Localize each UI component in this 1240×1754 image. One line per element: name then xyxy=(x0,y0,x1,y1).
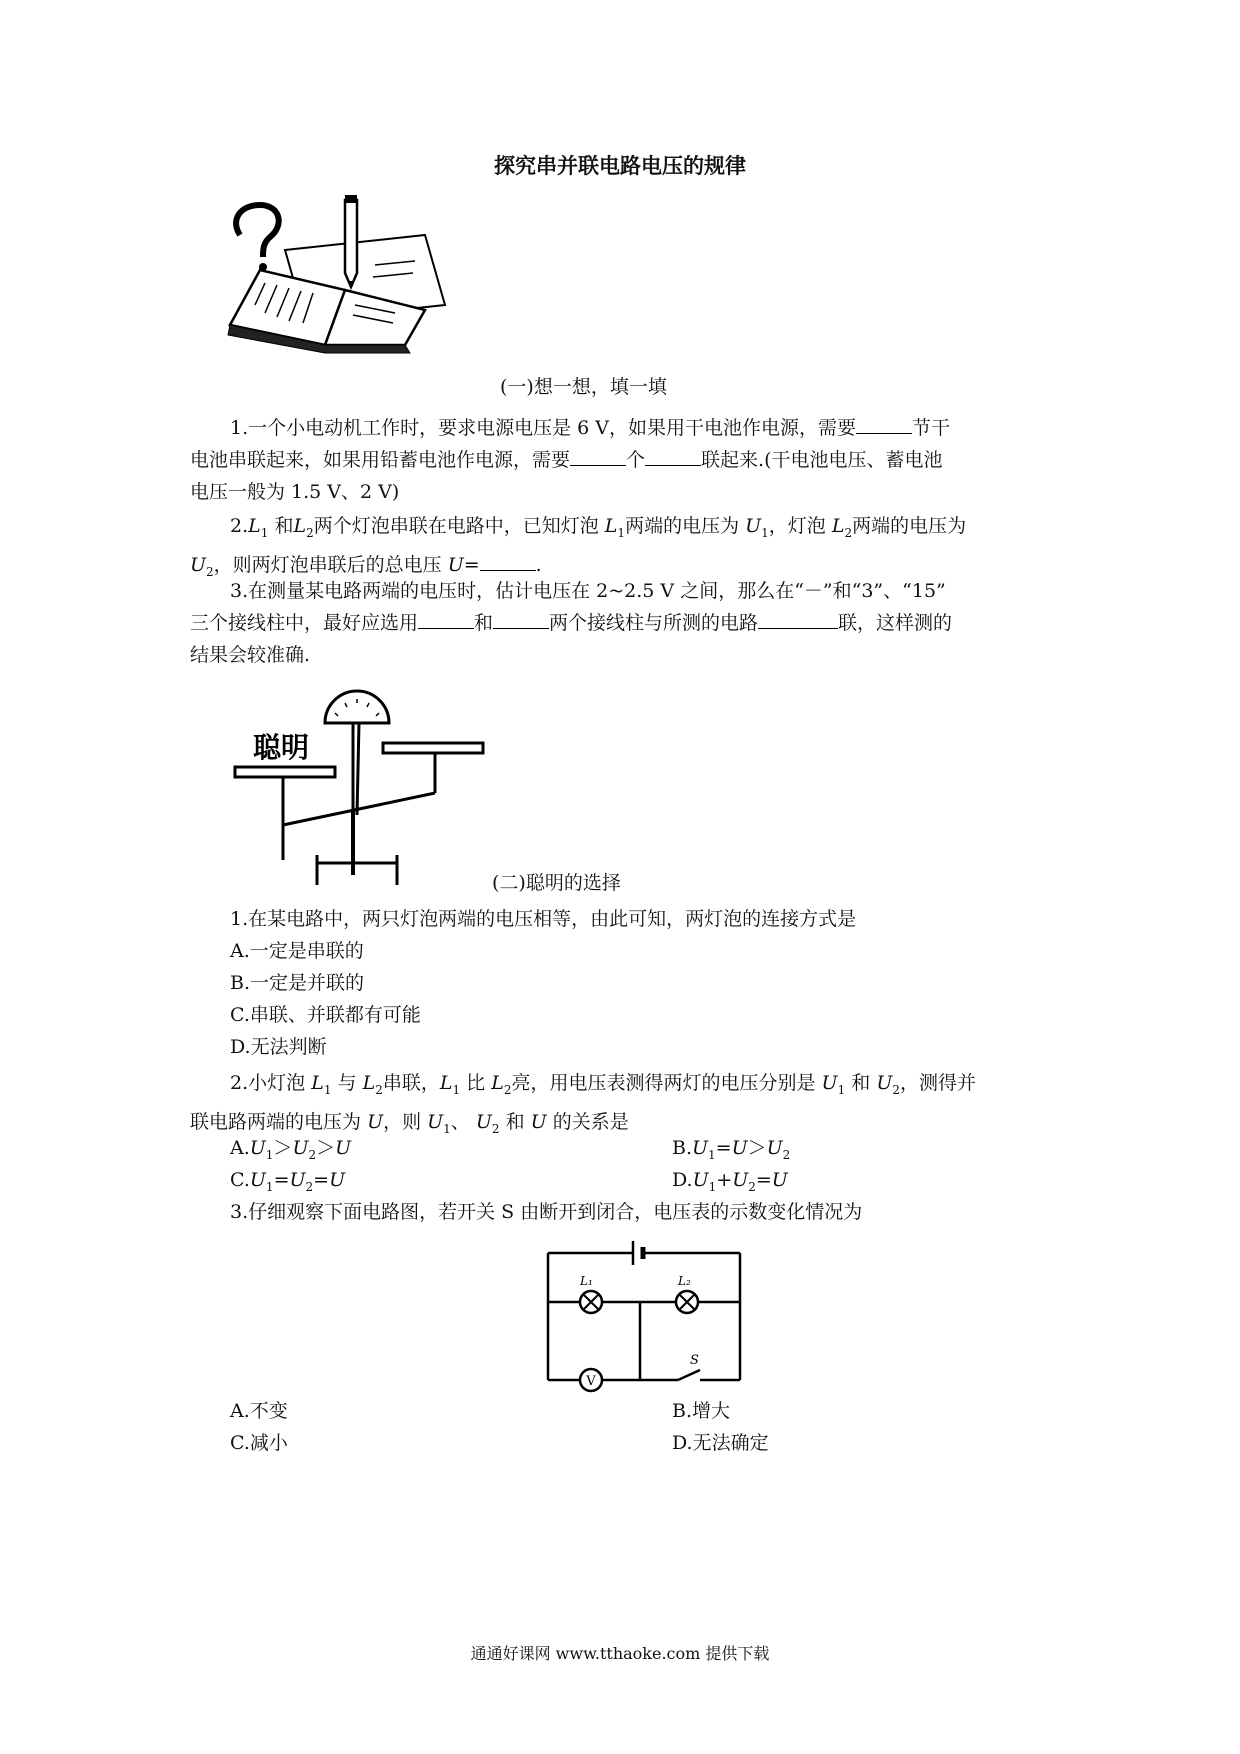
s2q2-text-k: 和 xyxy=(505,1110,525,1133)
answer-blank[interactable] xyxy=(493,610,549,629)
sub-2: 2 xyxy=(782,1147,791,1162)
q3-text-c: 和 xyxy=(474,612,494,634)
var-U: U xyxy=(335,1137,352,1159)
s2q2-text-h: 联电路两端的电压为 xyxy=(190,1110,362,1133)
section1-heading: (一)想一想，填一填 xyxy=(500,376,667,398)
q2-text-a: 2. xyxy=(230,515,249,537)
sub-2: 2 xyxy=(375,1082,383,1097)
var-U: U xyxy=(367,1110,384,1133)
s2q2-text-b: 与 xyxy=(337,1072,357,1094)
option-prefix: A. xyxy=(230,1137,250,1159)
q2-text-d: 两端的电压为 xyxy=(625,515,740,537)
s2q2-text-l: 的关系是 xyxy=(552,1110,629,1133)
q2-text-i: . xyxy=(535,553,542,576)
option-prefix: D. xyxy=(672,1169,693,1191)
var-U: U xyxy=(475,1110,492,1133)
var-U: U xyxy=(876,1072,893,1094)
var-L: L xyxy=(604,515,618,537)
option-d[interactable]: D.无法确定 xyxy=(672,1432,769,1454)
circuit-diagram xyxy=(540,1238,750,1388)
var-U: U xyxy=(249,1137,266,1159)
sub-1: 1 xyxy=(617,525,626,540)
eq-sign: = xyxy=(313,1169,330,1191)
q3-text-d: 两个接线柱与所测的电路 xyxy=(549,612,759,634)
option-b[interactable]: B.一定是并联的 xyxy=(230,972,365,994)
var-U: U xyxy=(530,1110,547,1133)
sub-1: 1 xyxy=(708,1147,716,1162)
section1-question1 xyxy=(190,412,1050,508)
var-L: L xyxy=(831,515,845,537)
sub-1: 1 xyxy=(443,1121,451,1136)
q1-text-c: 电池串联起来，如果用铅蓄电池作电源，需要 xyxy=(190,449,571,471)
voltmeter-label: V xyxy=(586,1374,596,1389)
answer-blank[interactable] xyxy=(418,610,474,629)
option-prefix: B. xyxy=(672,1137,693,1159)
eq-sign: = xyxy=(273,1169,290,1191)
var-U: U xyxy=(745,515,762,537)
balance-scale-illustration xyxy=(235,685,495,885)
eq-sign: = xyxy=(755,1169,772,1191)
s2q2-text-g: ，测得并 xyxy=(899,1072,976,1094)
var-U: U xyxy=(821,1072,838,1094)
s2q2-text-a: 2.小灯泡 xyxy=(230,1072,306,1094)
sub-1: 1 xyxy=(265,1147,274,1162)
var-L: L xyxy=(248,515,261,537)
s2q2-text-d: 比 xyxy=(466,1072,486,1094)
answer-blank[interactable] xyxy=(645,447,701,466)
q3-text-f: 结果会较准确. xyxy=(190,644,311,666)
section1-question3 xyxy=(190,575,1050,671)
var-U: U xyxy=(731,1137,748,1159)
q2-text-f: 两端的电压为 xyxy=(852,515,967,537)
q1-text-d: 个 xyxy=(626,449,646,471)
var-U: U xyxy=(427,1110,444,1133)
sub-1: 1 xyxy=(761,525,769,540)
s2q1-stem: 1.在某电路中，两只灯泡两端的电压相等，由此可知，两灯泡的连接方式是 xyxy=(230,908,857,930)
q2-text-b: 和 xyxy=(274,515,294,537)
answer-blank[interactable] xyxy=(856,415,912,434)
var-U: U xyxy=(771,1169,788,1191)
s2q2-text-j: 、 xyxy=(450,1110,470,1133)
eq-sign: = xyxy=(715,1137,732,1159)
sub-1: 1 xyxy=(452,1082,461,1097)
sub-1: 1 xyxy=(265,1179,274,1194)
answer-blank[interactable] xyxy=(570,447,626,466)
sub-2: 2 xyxy=(503,1082,512,1097)
sub-2: 2 xyxy=(748,1179,756,1194)
var-U: U xyxy=(249,1169,266,1191)
var-U: U xyxy=(190,553,207,576)
page-title: 探究串并联电路电压的规律 xyxy=(494,154,746,178)
option-prefix: C. xyxy=(230,1169,250,1191)
q1-text-b: 节干 xyxy=(912,417,951,439)
s2q2-text-c: 串联， xyxy=(382,1072,440,1094)
option-a[interactable]: A.不变 xyxy=(230,1400,288,1422)
lamp1-label: L₁ xyxy=(580,1274,593,1288)
var-L: L xyxy=(293,515,307,537)
option-c[interactable]: C.减小 xyxy=(230,1432,288,1454)
logo-text: 聪明 xyxy=(253,731,310,764)
sub-2: 2 xyxy=(892,1082,900,1097)
section2-question1 xyxy=(230,903,856,1063)
q2-text-c: 两个灯泡串联在电路中，已知灯泡 xyxy=(313,515,599,537)
s2q3-stem: 3.仔细观察下面电路图，若开关 S 由断开到闭合，电压表的示数变化情况为 xyxy=(230,1201,863,1223)
q1-text-f: 电压一般为 1.5 V、2 V) xyxy=(190,481,400,503)
q2-text-h: = xyxy=(463,553,480,576)
var-U: U xyxy=(329,1169,346,1191)
var-L: L xyxy=(362,1072,376,1094)
lamp2-label: L₂ xyxy=(678,1274,691,1288)
lamp-l2 xyxy=(676,1291,698,1313)
var-U: U xyxy=(289,1169,306,1191)
gt-sign: ＞ xyxy=(747,1137,767,1159)
answer-blank[interactable] xyxy=(480,552,536,571)
option-a[interactable]: A.一定是串联的 xyxy=(230,940,364,962)
footer-text: 通通好课网 www.tthaoke.com 提供下载 xyxy=(470,1644,770,1663)
q3-text-e: 联，这样测的 xyxy=(838,612,953,634)
sub-2: 2 xyxy=(206,564,214,579)
sub-1: 1 xyxy=(260,525,269,540)
option-c[interactable]: C.串联、并联都有可能 xyxy=(230,1004,421,1026)
q1-text-e: 联起来.(干电池电压、蓄电池 xyxy=(701,449,943,471)
book-pencil-illustration xyxy=(225,195,465,355)
var-L: L xyxy=(439,1072,453,1094)
var-U: U xyxy=(292,1137,309,1159)
q2-text-g: ，则两灯泡串联后的总电压 xyxy=(213,553,442,576)
var-U: U xyxy=(447,553,464,576)
q3-text-a: 3.在测量某电路两端的电压时，估计电压在 2~2.5 V 之间，那么在“－”和“3”、“15” xyxy=(230,580,946,602)
sub-2: 2 xyxy=(305,1179,314,1194)
var-L: L xyxy=(491,1072,504,1094)
lamp-l1 xyxy=(580,1291,602,1313)
sub-2: 2 xyxy=(308,1147,317,1162)
var-U: U xyxy=(732,1169,749,1191)
gt-sign: ＞ xyxy=(273,1137,293,1159)
s2q2-text-i: ，则 xyxy=(383,1110,422,1133)
sub-1: 1 xyxy=(708,1179,717,1194)
var-L: L xyxy=(311,1072,324,1094)
s2q2-text-f: 和 xyxy=(851,1072,871,1094)
sub-1: 1 xyxy=(837,1082,846,1097)
s2q2-text-e: 亮，用电压表测得两灯的电压分别是 xyxy=(511,1072,816,1094)
sub-2: 2 xyxy=(844,525,853,540)
option-d[interactable]: D.无法判断 xyxy=(230,1036,327,1058)
var-U: U xyxy=(692,1169,709,1191)
option-b[interactable]: B.增大 xyxy=(672,1400,731,1422)
sub-2: 2 xyxy=(306,525,314,540)
section2-heading: (二)聪明的选择 xyxy=(492,872,621,894)
q3-text-b: 三个接线柱中，最好应选用 xyxy=(190,612,419,634)
q1-text-a: 1.一个小电动机工作时，要求电源电压是 6 V，如果用干电池作电源，需要 xyxy=(230,417,857,439)
answer-blank[interactable] xyxy=(758,610,838,629)
sub-2: 2 xyxy=(491,1121,500,1136)
switch-label: S xyxy=(690,1353,699,1368)
var-U: U xyxy=(692,1137,709,1159)
q2-text-e: ，灯泡 xyxy=(768,515,826,537)
gt-sign: ＞ xyxy=(316,1137,336,1159)
var-U: U xyxy=(766,1137,783,1159)
sub-1: 1 xyxy=(323,1082,332,1097)
plus-sign: + xyxy=(716,1169,733,1191)
